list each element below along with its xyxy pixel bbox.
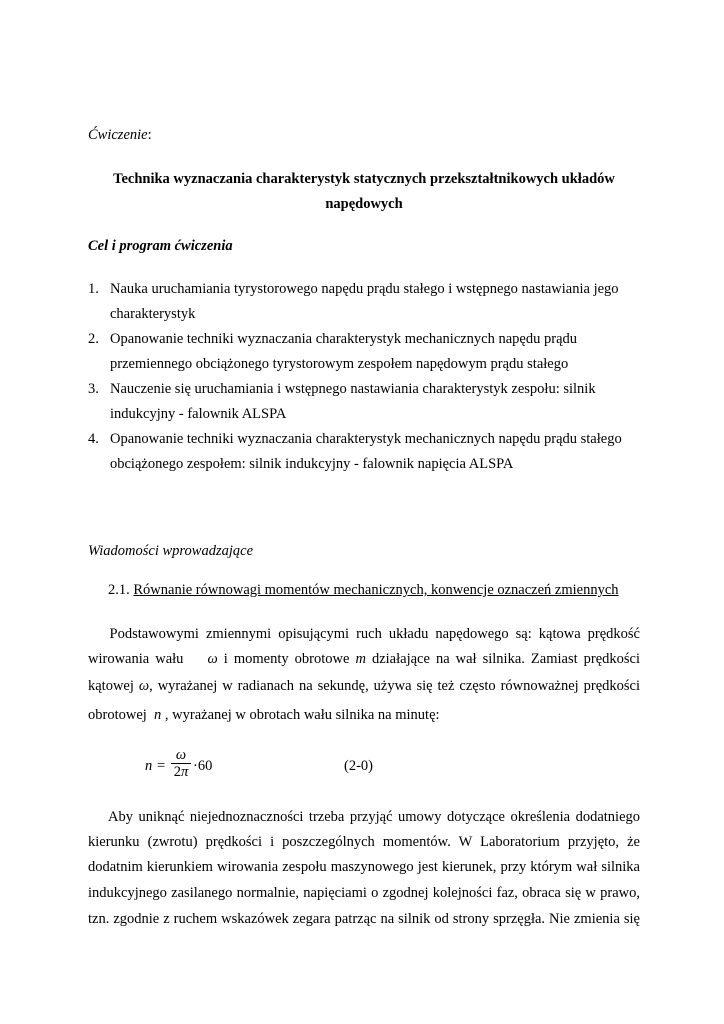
paragraph-1-line-3 — [88, 679, 640, 694]
m-symbol: m — [355, 651, 366, 667]
p1-text: kątowej — [88, 678, 134, 694]
p1-text: Podstawowymi zmiennymi opisującymi ruch układu napędowego są: kątowa prędkość — [109, 626, 640, 642]
paragraph-2-line-4: indukcyjnego zasilanego normalnie, napięciami o zgodnej kolejności faz, obraca się w prawo, — [88, 885, 640, 901]
list-item-line: Nauczenie się uruchamiania i wstępnego nastawiania charakterystyk zespołu: silnik — [110, 381, 596, 397]
list-item-line: charakterystyk — [110, 306, 196, 322]
p1-text: działające na wał silnika. Zamiast prędkości — [371, 651, 641, 667]
p1-text: obrotowej — [88, 707, 147, 723]
exercise-label — [88, 127, 152, 144]
paragraph-1-line-1 — [88, 627, 640, 642]
paragraph-2-line-1 — [88, 810, 640, 825]
list-item-line: obciążonego zespołem: silnik indukcyjny - falownik napięcia ALSPA — [110, 456, 514, 472]
section-heading — [108, 582, 619, 599]
list-item-line: Nauka uruchamiania tyrystorowego napędu prądu stałego i wstępnego nastawiania jego — [110, 281, 619, 297]
p1-text: , wyrażanej w radianach na sekundę, używa się też często równoważnej prędkości — [149, 678, 640, 694]
formula-fraction — [171, 748, 191, 781]
formula-denominator — [171, 764, 191, 781]
denominator-coef: 2 — [173, 764, 181, 780]
equation-number: (2-0) — [344, 758, 373, 774]
denominator-pi: π — [180, 764, 189, 780]
p1-text: , wyrażanej w obrotach wału silnika na minutę: — [164, 707, 440, 723]
p1-text: wirowania wału — [88, 651, 184, 667]
goals-heading: Cel i program ćwiczenia — [88, 238, 233, 254]
exercise-label-text: Ćwiczenie — [88, 127, 148, 143]
paragraph-1-line-2 — [88, 652, 640, 667]
document-title-line-2: napędowych — [325, 196, 403, 212]
list-item-line: przemiennego obciążonego tyrystorowym zespołem napędowym prądu stałego — [110, 356, 569, 372]
list-item-number: 3. — [88, 381, 99, 397]
paragraph-1-line-4 — [88, 707, 440, 724]
section-title: Równanie równowagi momentów mechanicznych, konwencje oznaczeń zmiennych — [133, 582, 619, 598]
omega-symbol: ω — [207, 651, 218, 667]
p1-text: i momenty obrotowe — [223, 651, 350, 667]
formula-lhs: n — [145, 758, 153, 774]
paragraph-2-line-5: tzn. zgodnie z ruchem wskazówek zegara patrząc na silnik od strony sprzęgła. Nie zmienia się — [88, 911, 640, 927]
document-title-line-1: Technika wyznaczania charakterystyk statycznych przekształtnikowych układów — [113, 171, 615, 187]
paragraph-2-line-2: kierunku (zwrotu) prędkości i poszczególnych momentów. W Laboratorium przyjęto, że — [88, 834, 640, 850]
paragraph-2-line-3: dodatnim kierunkiem wirowania zespołu maszynowego jest kierunek, przy którym wał silnika — [88, 859, 640, 875]
list-item-number: 1. — [88, 281, 99, 297]
formula-multiplier: ·60 — [193, 758, 213, 774]
list-item-line: indukcyjny - falownik ALSPA — [110, 406, 287, 422]
list-item-line: Opanowanie techniki wyznaczania charakterystyk mechanicznych napędu prądu — [110, 331, 578, 347]
n-symbol: n — [154, 707, 162, 723]
formula-equals: = — [157, 758, 166, 774]
p2-text: Aby uniknąć niejednoznaczności trzeba przyjąć umowy dotyczące określenia dodatniego — [108, 809, 641, 825]
list-item-line: Opanowanie techniki wyznaczania charakterystyk mechanicznych napędu prądu stałego — [110, 431, 622, 447]
section-number: 2.1. — [108, 582, 130, 598]
omega-symbol: ω — [138, 678, 150, 694]
list-item-number: 4. — [88, 431, 99, 447]
formula-numerator: ω — [175, 747, 187, 763]
list-item-number: 2. — [88, 331, 99, 347]
exercise-label-colon: : — [147, 127, 152, 143]
intro-heading: Wiadomości wprowadzające — [88, 543, 254, 559]
